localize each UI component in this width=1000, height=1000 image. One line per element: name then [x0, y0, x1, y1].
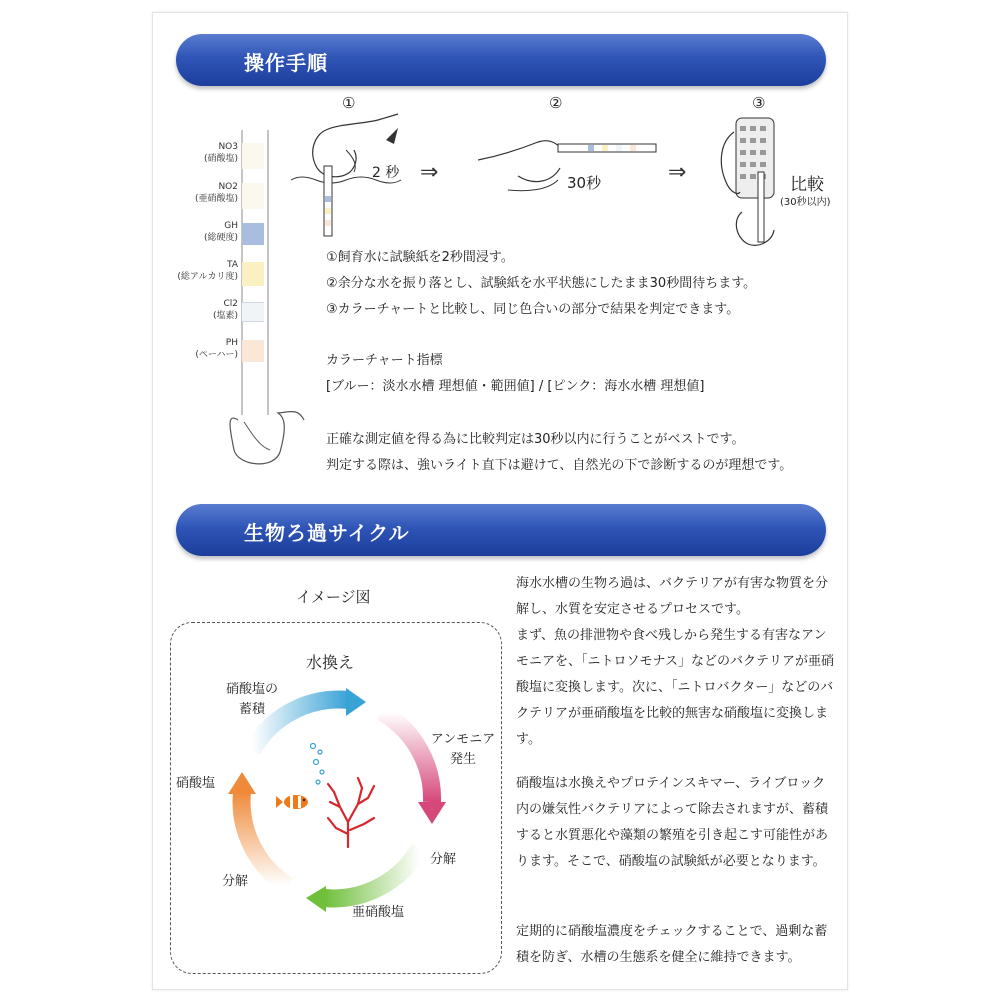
- label-decompose-left: 分解: [222, 874, 249, 889]
- strip-label-cl2: Cl2 (塩素): [212, 299, 238, 321]
- strip-label-no3: NO3 (硝酸塩): [203, 142, 238, 164]
- swatch-cl2: [242, 302, 264, 322]
- label-nitrate-accumulation: 硝酸塩の 蓄積: [225, 682, 278, 717]
- step-arrow-1: ⇒: [420, 160, 439, 185]
- clownfish-icon: [276, 795, 308, 809]
- color-chart-info: [326, 348, 806, 400]
- instruction-line-2: ②余分な水を振り落とし、試験紙を水平状態にしたまま30秒間待ちます。: [326, 276, 757, 291]
- description-para-3: 硝酸塩は水換えやプロテインスキマー、ライブロック内の嫌気性バクテリアによって除去されますが、蓄積すると水質悪化や藻類の繁殖を引き起こす可能性があります。そこで、硝酸塩の試験紙が必要となります。: [516, 776, 829, 869]
- swatch-no2: [242, 183, 264, 209]
- strip-label-gh: GH (総硬度): [203, 221, 238, 243]
- step3-time-limit: (30秒以内): [780, 197, 831, 208]
- label-nitrate: 硝酸塩: [176, 776, 216, 791]
- step2-time: 30秒: [567, 174, 602, 192]
- step2-number: ②: [549, 94, 563, 112]
- section-banner-procedure: [176, 34, 826, 86]
- color-chart-title: カラーチャート指標: [326, 353, 443, 368]
- section-title: 生物ろ過サイクル: [244, 521, 410, 545]
- section-title: 操作手順: [244, 51, 328, 75]
- coral-icon: [328, 778, 374, 847]
- description-para-1: 海水水槽の生物ろ過は、バクテリアが有害な物質を分解し、水質を安定させるプロセスです。: [516, 576, 829, 617]
- bubbles-icon: [311, 744, 325, 785]
- step-arrow-2: ⇒: [668, 160, 687, 185]
- swatch-ta: [242, 262, 264, 286]
- cycle-arrowhead-right: [418, 802, 446, 824]
- description-para-2: まず、魚の排泄物や食べ残しから発生する有害なアンモニアを、「ニトロソモナス」などのバクテリアが亜硝酸塩に変換します。次に、「ニトロバクター」などのバクテリアが亜硝酸塩を比較的無害な硝酸塩に変換します。: [516, 628, 834, 747]
- note-line-1: 正確な測定値を得る為に比較判定は30秒以内に行うことがベストです。: [326, 432, 745, 447]
- cycle-diagram: [170, 622, 500, 972]
- instruction-line-3: ③カラーチャートと比較し、同じ色合いの部分で結果を判定できます。: [326, 302, 740, 317]
- strip-label-no2: NO2 (亜硝酸塩): [194, 182, 238, 204]
- section-banner-bio-filter: [176, 504, 826, 556]
- label-nitrite: 亜硝酸塩: [352, 905, 405, 920]
- notes-block: [326, 427, 816, 479]
- step3-compare-illustration: [712, 112, 792, 252]
- swatch-no3: [242, 143, 264, 169]
- label-ammonia-generation: アンモニア 発生: [430, 732, 496, 767]
- cycle-arrowhead-left: [228, 772, 256, 794]
- diagram-title: イメージ図: [296, 588, 371, 606]
- label-water-change: 水換え: [306, 653, 355, 672]
- label-decompose-right: 分解: [430, 852, 457, 867]
- strip-label-ph: PH (ペーハー): [195, 338, 238, 360]
- color-chart-desc: [ブルー：淡水水槽 理想値・範囲値] / [ピンク：海水水槽 理想値]: [326, 379, 705, 394]
- instruction-line-1: ①飼育水に試験紙を2秒間浸す。: [326, 250, 514, 265]
- swatch-ph: [242, 340, 264, 362]
- note-line-2: 判定する際は、強いライト直下は避けて、自然光の下で診断するのが理想です。: [326, 458, 793, 473]
- instructions-block: [326, 245, 806, 323]
- swatch-gh: [242, 223, 264, 245]
- step3-number: ③: [752, 94, 766, 112]
- step3-compare-label: 比較: [790, 175, 824, 195]
- strip-label-ta: TA (総アルカリ度): [177, 260, 238, 282]
- cycle-arrowhead-bottom: [306, 886, 326, 912]
- description-para-4: 定期的に硝酸塩濃度をチェックすることで、過剰な蓄積を防ぎ、水槽の生態系を健全に維持できます。: [516, 924, 828, 965]
- cycle-arrowhead-top: [346, 688, 366, 716]
- step1-number: ①: [342, 94, 356, 112]
- step1-time: 2 秒: [372, 165, 400, 181]
